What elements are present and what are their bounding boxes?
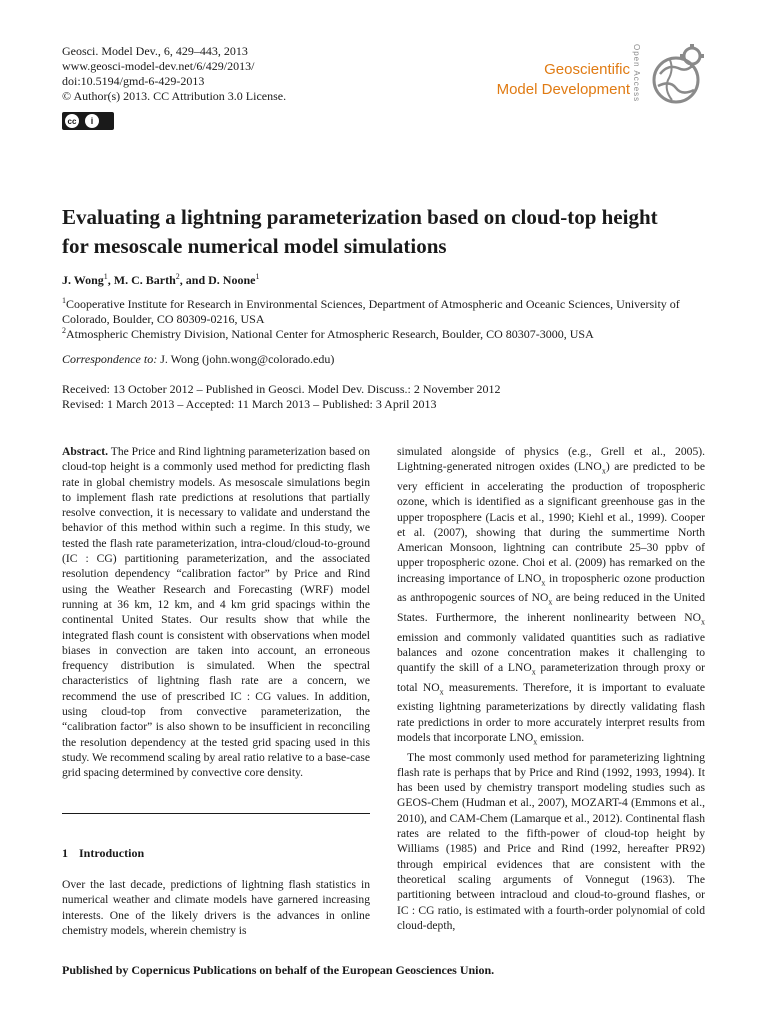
journal-globe-logo-icon xyxy=(646,40,710,114)
cc-icon: cc xyxy=(65,114,79,128)
text-run: ) are predicted to be very efficient in accelerating the production of tropospheric ozone, which is identified as a significant greenhouse gas in the upper troposphere (Lacis et al., 1990; Kiehl et al., 1999). Cooper et al. (2007), showing that during the summertime North American Monsoon, lightning can contribute 25–30 ppbv of upper tropospheric ozone. Choi et al. (2009) has remarked on the increasing importance of LNO xyxy=(397,460,706,585)
cc-by-license-badge[interactable] xyxy=(62,112,114,130)
license-line: © Author(s) 2013. CC Attribution 3.0 License. xyxy=(62,89,287,103)
correspondence-label: Correspondence to: xyxy=(62,352,158,366)
publisher-footer: Published by Copernicus Publications on behalf of the European Geosciences Union. xyxy=(62,963,495,977)
text-run: are being reduced in the United States. Furthermore, the inherent nonlinearity between NO xyxy=(397,591,705,624)
subscript: x xyxy=(701,617,705,627)
author-name: J. Wong xyxy=(62,273,104,287)
subscript: x xyxy=(548,597,553,607)
subscript: x xyxy=(533,737,538,747)
open-access-label: Open Access xyxy=(632,44,641,103)
section-divider xyxy=(62,813,370,814)
introduction-text xyxy=(62,877,370,938)
dates-line: Revised: 1 March 2013 – Accepted: 11 March 2013 – Published: 3 April 2013 xyxy=(62,397,437,411)
affiliation-1 xyxy=(62,293,722,327)
paragraph: Over the last decade, predictions of lightning flash statistics in numerical weather and climate models have garnered increasing interests. One of the likely drivers is the advances in online chemistry models, wherein chemistry is xyxy=(62,878,370,937)
section-heading-introduction xyxy=(62,846,144,861)
title-line1: Evaluating a lightning parameterization based on cloud-top height xyxy=(62,205,658,229)
journal-name xyxy=(497,60,630,100)
subscript: x xyxy=(601,466,606,476)
subscript: x xyxy=(439,687,444,697)
affiliation-marker: 1 xyxy=(103,272,108,281)
attribution-icon: i xyxy=(85,114,99,128)
text-run: parameterization through proxy or total NO xyxy=(397,661,705,694)
title-line2: for mesoscale numerical model simulations xyxy=(62,234,447,258)
text-run: in tropospheric ozone production as anthropogenic sources of NO xyxy=(397,571,705,605)
dates-line: Received: 13 October 2012 – Published in Geosci. Model Dev. Discuss.: 2 November 2012 xyxy=(62,382,501,396)
journal-url-link[interactable]: www.geosci-model-dev.net/6/429/2013/ xyxy=(62,59,255,73)
text-run: emission. xyxy=(537,730,585,744)
section-title: Introduction xyxy=(79,846,145,860)
affiliation-text: Atmospheric Chemistry Division, National Center for Atmospheric Research, Boulder, CO 80307-3000, USA xyxy=(66,327,594,341)
paper-title xyxy=(62,203,722,261)
subscript: x xyxy=(541,578,546,587)
author-list xyxy=(62,272,259,288)
body-column-right xyxy=(397,444,705,933)
journal-citation-block xyxy=(62,44,286,104)
abstract xyxy=(62,444,370,781)
publication-dates xyxy=(62,382,500,412)
abstract-text: The Price and Rind lightning parameterization based on cloud-top height is a commonly used method for predicting flash rate in global chemistry models. As mesoscale simulations begin to implement flash rate predictions at resolutions that partially resolve convection, it is necessary to validate and understand the behavior of this method within such a regime. In this study, we tested the flash rate parameterization, intra-cloud/cloud-to-ground (IC : CG) partitioning parameterization, and the associated resolution dependency “calibration factor” by Price and Rind using the Weather Research and Forecasting (WRF) model running at 36 km, 12 km, and 4 km grid spacings within the continental United States. Our results show that while the integrated flash count is consistent with observations when model biases in convection are taken into account, an erroneous frequency distribution is simulated. When the spectral characteristics of lightning flash rate are a concern, we recommend the use of prescribed IC : CG values. In addition, using cloud-top from convective parameterization, the “calibration factor” is also shown to be insufficient in reconciling the resolution dependency at the tested grid spacing used in this study. We recommend scaling by areal ratio relative to a base-case grid spacing determined by convective core density. xyxy=(62,445,370,780)
paragraph xyxy=(397,444,705,750)
author-name: , M. C. Barth xyxy=(107,273,176,287)
affiliation-2 xyxy=(62,323,722,342)
affiliation-text: Cooperative Institute for Research in Environmental Sciences, Department of Atmospheric and Oceanic Sciences, University of Colorado, Boulder, CO 80309-0216, USA xyxy=(62,297,680,326)
citation-line: Geosci. Model Dev., 6, 429–443, 2013 xyxy=(62,44,248,58)
text-run: measurements. Therefore, it is important to evaluate existing lightning parameterizations by directly validating flash rate predictions in order to more accurately interpret results from models that incorporate LNO xyxy=(397,680,705,744)
abstract-label: Abstract. xyxy=(62,445,109,458)
author-name: , and D. Noone xyxy=(179,273,256,287)
affiliation-marker: 1 xyxy=(62,296,66,305)
affiliation-marker: 1 xyxy=(255,272,260,281)
section-number: 1 xyxy=(62,846,68,860)
correspondence-text: J. Wong (john.wong@colorado.edu) xyxy=(157,352,335,366)
affiliation-marker: 2 xyxy=(62,326,66,335)
subscript: x xyxy=(531,667,536,677)
journal-name-line1: Geoscientific xyxy=(544,61,630,78)
text-run: simulated alongside of physics (e.g., Grell et al., 2005). Lightning-generated nitrogen oxides (LNO xyxy=(397,445,705,474)
text-run: emission and commonly validated quantities such as radiative balances and ozone concentration makes it challenging to quantify the skill of a LNO xyxy=(397,630,705,675)
journal-name-line2: Model Development xyxy=(496,81,630,98)
paragraph: The most commonly used method for parameterizing lightning flash rate is perhaps that by Price and Rind (1992, 1993, 1994). It has been used by chemistry transport modeling studies such as GEOS-Chem (Hudman et al., 2007), MOZART-4 (Emmons et al., 2010), and CAM-Chem (Lamarque et al., 2012). Continental flash rates are related to the fifth-power of cloud-top height by Williams (1985) and Price and Rind (1992, hereafter PR92) through empirical evidences that are consistent with the theoretical scaling arguments of Vonnegut (1963). The partitioning between intracloud and cloud-to-ground flashes, or IC : CG ratio, is estimated with a fourth-order polynomial of cold cloud-depth, xyxy=(397,750,705,932)
affiliation-marker: 2 xyxy=(175,272,180,281)
doi-link[interactable]: doi:10.5194/gmd-6-429-2013 xyxy=(62,74,205,88)
correspondence xyxy=(62,352,334,367)
